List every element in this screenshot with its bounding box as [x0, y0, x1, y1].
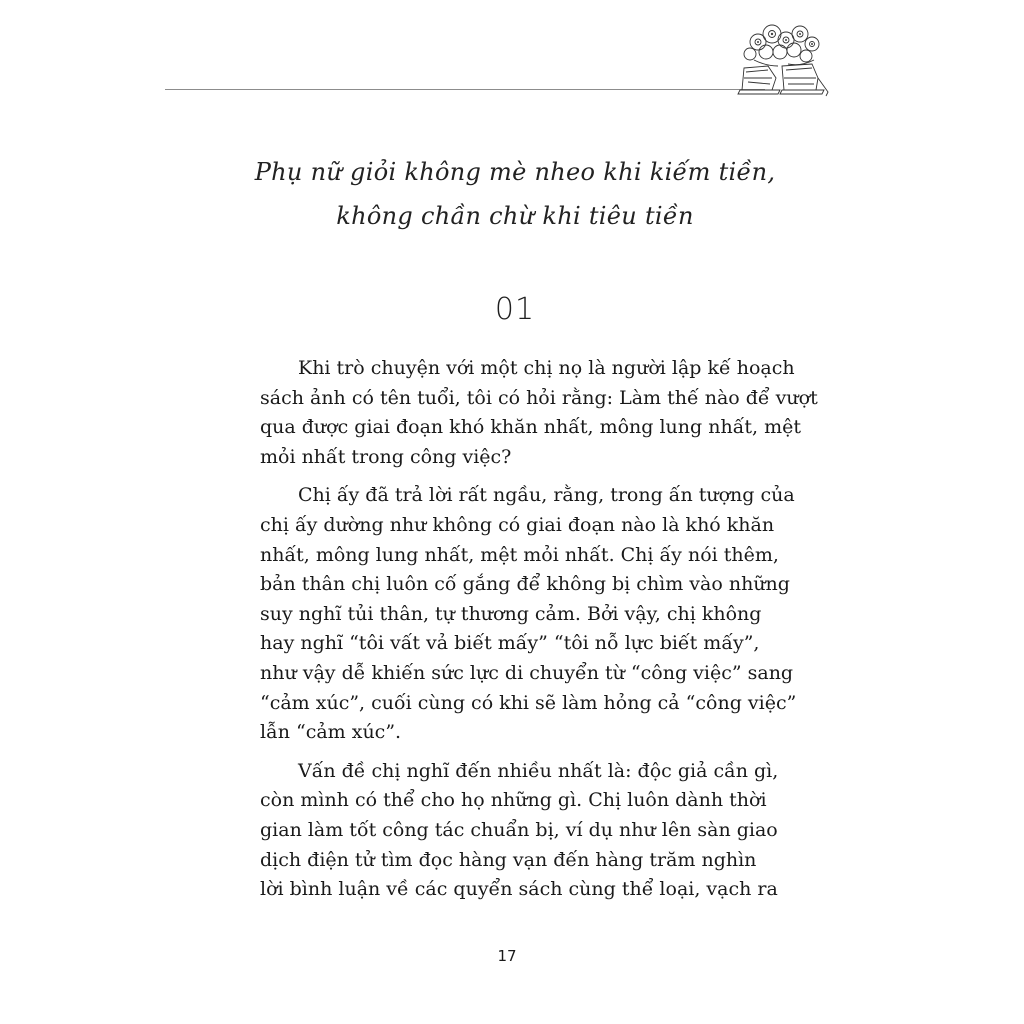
body-text [260, 354, 818, 914]
paragraph-1 [260, 354, 818, 472]
text-line: lẫn “cảm xúc”. [260, 721, 402, 744]
text-line: chị ấy dường như không có giai đoạn nào là khó khăn [260, 513, 775, 536]
text-line: gian làm tốt công tác chuẩn bị, ví dụ như lên sàn giao [260, 818, 778, 841]
text-line: như vậy dễ khiến sức lực di chuyển từ “công việc” sang [260, 661, 794, 684]
text-line: nhất, mông lung nhất, mệt mỏi nhất. Chị ấy nói thêm, [260, 543, 779, 566]
page-number: 17 [497, 947, 517, 965]
text-line: hay nghĩ “tôi vất vả biết mấy” “tôi nỗ lực biết mấy”, [260, 632, 760, 655]
chapter-title-line-2: không chần chừ khi tiêu tiền [336, 202, 694, 230]
flower-bouquet-illustration-icon [728, 20, 836, 104]
section-number: 01 [494, 292, 536, 327]
chapter-title-line-1: Phụ nữ giỏi không mè nheo khi kiếm tiền, [254, 158, 776, 186]
text-line: Chị ấy đã trả lời rất ngầu, rằng, trong ấn tượng của [298, 484, 795, 507]
chapter-title [200, 150, 830, 238]
text-line: qua được giai đoạn khó khăn nhất, mông lung nhất, mệt [260, 416, 801, 439]
text-line: còn mình có thể cho họ những gì. Chị luôn dành thời [260, 789, 767, 812]
paragraph-2 [260, 481, 797, 747]
text-line: mỏi nhất trong công việc? [260, 445, 512, 468]
text-line: Khi trò chuyện với một chị nọ là người lập kế hoạch [298, 357, 795, 379]
text-line: Vấn đề chị nghĩ đến nhiều nhất là: độc giả cần gì, [298, 759, 779, 782]
text-line: lời bình luận về các quyển sách cùng thể loại, vạch ra [260, 878, 778, 901]
text-line: bản thân chị luôn cố gắng để không bị chìm vào những [260, 573, 790, 596]
text-line: dịch điện tử tìm đọc hàng vạn đến hàng trăm nghìn [260, 848, 757, 871]
header-rule [165, 89, 765, 90]
text-line: “cảm xúc”, cuối cùng có khi sẽ làm hỏng cả “công việc” [260, 691, 797, 714]
text-line: suy nghĩ tủi thân, tự thương cảm. Bởi vậy, chị không [260, 602, 762, 625]
text-line: sách ảnh có tên tuổi, tôi có hỏi rằng: Làm thế nào để vượt [260, 386, 818, 409]
paragraph-3 [260, 757, 779, 905]
